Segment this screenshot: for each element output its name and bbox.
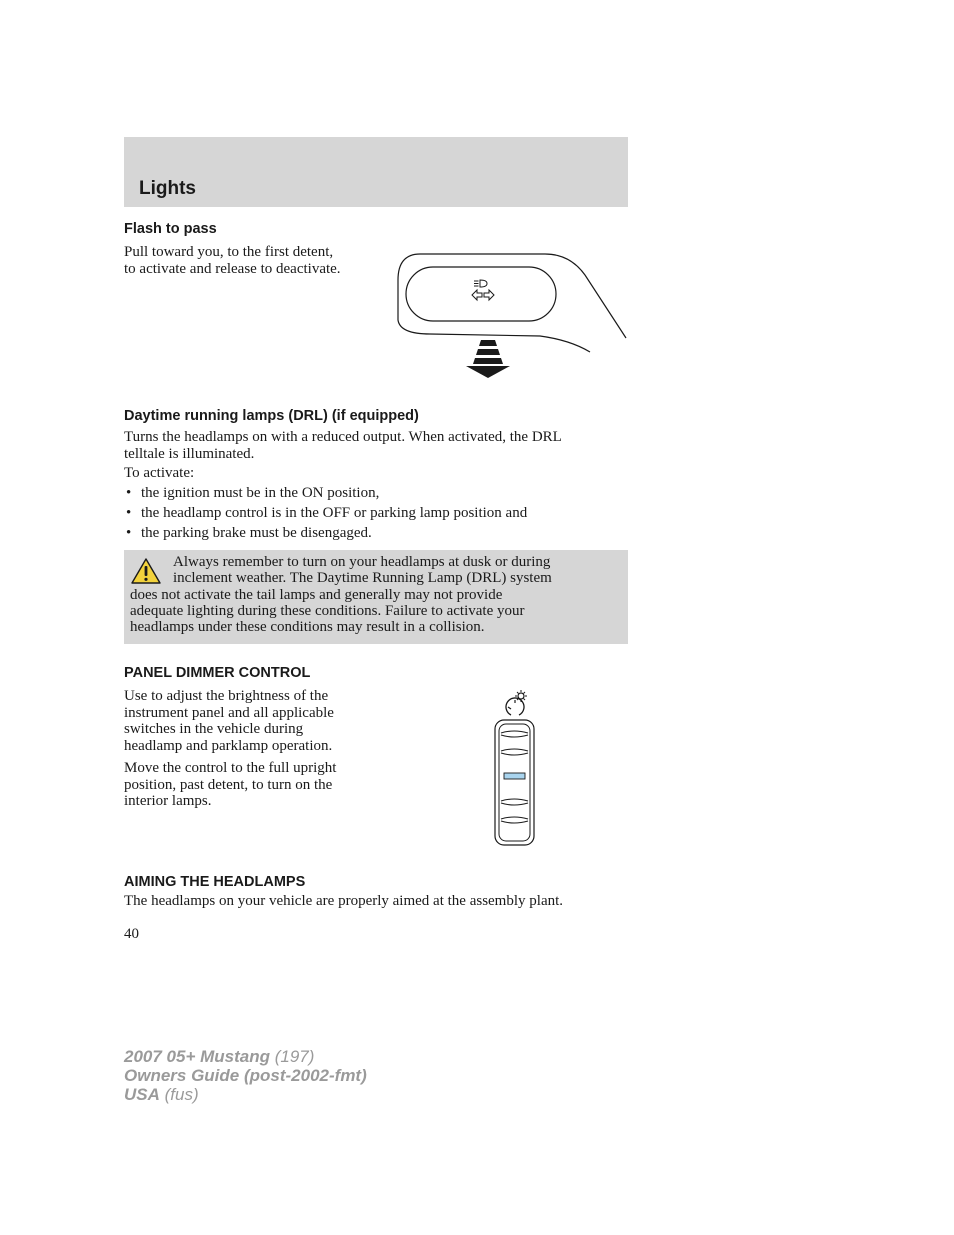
panel-dimmer-p1-line: instrument panel and all applicable <box>124 704 334 721</box>
panel-dimmer-para-2 <box>124 760 384 810</box>
drl-conditions-list <box>124 485 628 545</box>
list-item: • the ignition must be in the ON position, <box>126 485 380 501</box>
aiming-section <box>124 874 305 890</box>
aiming-text <box>124 893 644 910</box>
drl-intro-line-2: telltale is illuminated. <box>124 445 255 462</box>
warning-line-2: inclement weather. The Daytime Running Lamp (DRL) system <box>173 570 552 587</box>
drl-section <box>124 408 419 424</box>
flash-to-pass-line-2: to activate and release to deactivate. <box>124 260 341 277</box>
panel-dimmer-p2-line: interior lamps. <box>124 793 212 809</box>
panel-dimmer-p2-line: Move the control to the full upright <box>124 760 337 776</box>
panel-dimmer-symbol-icon <box>506 690 527 715</box>
aiming-paragraph: The headlamps on your vehicle are properly aimed at the assembly plant. <box>124 893 564 909</box>
flash-to-pass-text <box>124 244 384 277</box>
panel-dimmer-section <box>124 665 310 681</box>
section-header-band <box>124 137 628 207</box>
drl-to-activate <box>124 465 194 482</box>
page-number: 40 <box>124 926 139 942</box>
list-item: • the headlamp control is in the OFF or parking lamp position and <box>126 505 528 521</box>
drl-intro <box>124 429 634 462</box>
warning-line-4: adequate lighting during these conditions. Failure to activate your <box>130 602 525 619</box>
drl-intro-line-1: Turns the headlamps on with a reduced output. When activated, the DRL <box>124 429 562 445</box>
panel-dimmer-p1-line: switches in the vehicle during <box>124 721 304 737</box>
panel-dimmer-heading: PANEL DIMMER CONTROL <box>124 665 311 681</box>
panel-dimmer-p2-line: position, past detent, to turn on the <box>124 776 333 793</box>
panel-dimmer-p1-line: Use to adjust the brightness of the <box>124 688 329 704</box>
document-footer <box>124 1047 367 1104</box>
warning-line-3: does not activate the tail lamps and generally may not provide <box>130 586 503 603</box>
to-activate-label: To activate: <box>124 465 195 481</box>
section-title: Lights <box>139 178 196 199</box>
panel-dimmer-p1-line: headlamp and parklamp operation. <box>124 737 333 754</box>
panel-dimmer-para-1 <box>124 688 384 754</box>
warning-line-1: Always remember to turn on your headlamps at dusk or during <box>173 554 551 570</box>
flash-to-pass-heading: Flash to pass <box>124 221 217 237</box>
footer-line-1: 2007 05+ Mustang (197) <box>124 1047 315 1066</box>
list-item: • the parking brake must be disengaged. <box>126 525 372 541</box>
aiming-heading: AIMING THE HEADLAMPS <box>124 874 306 890</box>
drl-heading: Daytime running lamps (DRL) (if equipped) <box>124 408 419 424</box>
footer-line-3: USA (fus) <box>124 1085 199 1104</box>
panel-dimmer-thumbwheel-illustration <box>490 688 540 848</box>
flash-to-pass-line-1: Pull toward you, to the first detent, <box>124 244 334 260</box>
warning-text <box>130 554 620 635</box>
warning-line-5: headlamps under these conditions may result in a collision. <box>130 619 485 636</box>
flash-to-pass-section <box>124 221 217 237</box>
pull-direction-arrow-icon <box>466 340 510 378</box>
footer-line-2: Owners Guide (post-2002-fmt) <box>124 1066 367 1085</box>
turn-signal-stalk-illustration <box>390 250 630 382</box>
